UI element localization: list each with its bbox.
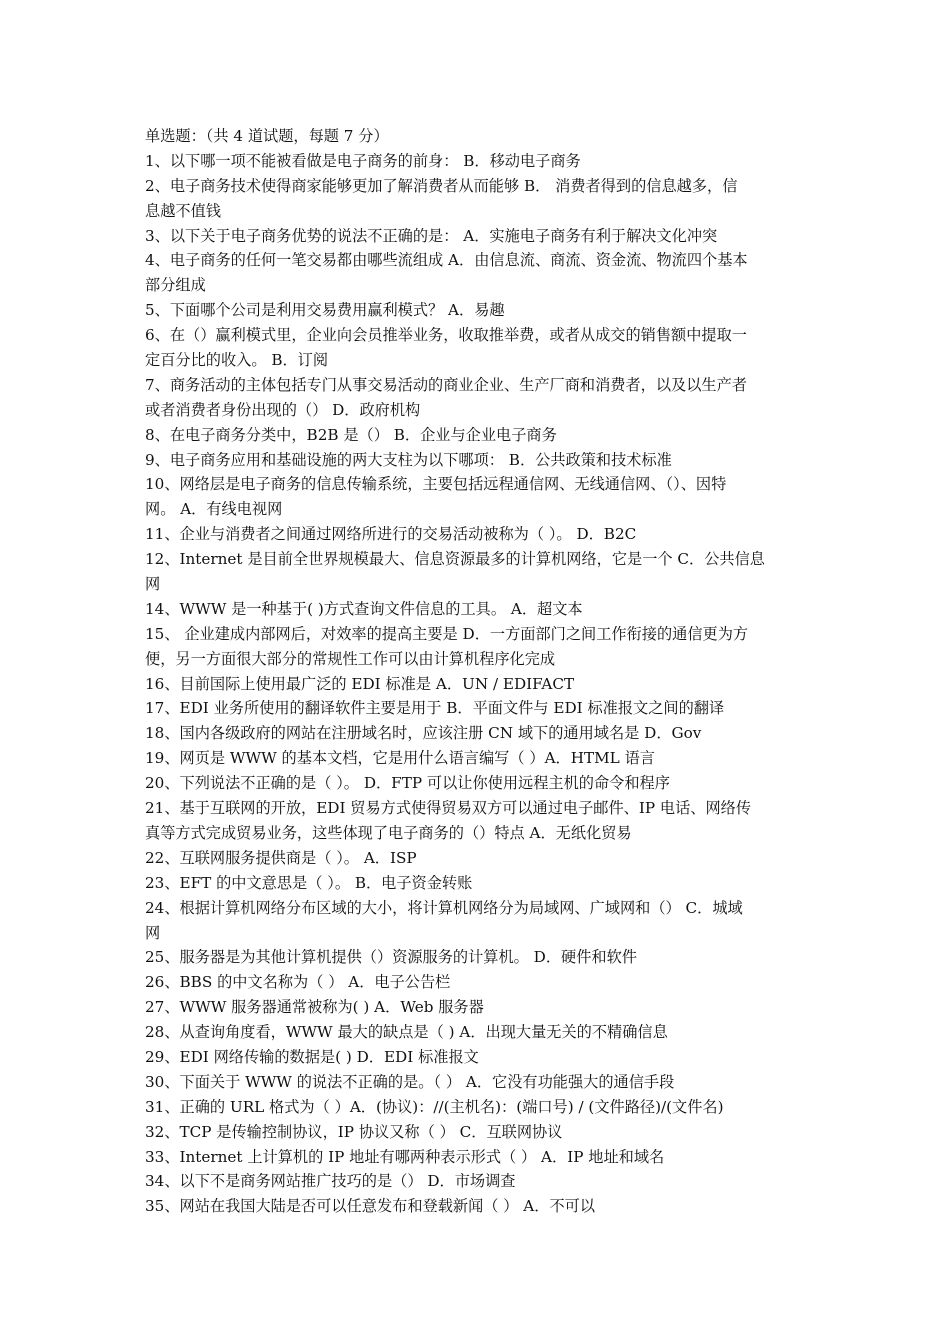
question-item bbox=[145, 995, 807, 1020]
question-item bbox=[145, 746, 807, 771]
question-line: 9、电子商务应用和基础设施的两大支柱为以下哪项： B．公共政策和技术标准 bbox=[145, 450, 672, 469]
question-line: 12、Internet 是目前全世界规模最大、信息资源最多的计算机网络，它是一个 C．公共信息 bbox=[145, 550, 765, 569]
question-item bbox=[145, 1145, 807, 1170]
question-item bbox=[145, 597, 807, 622]
question-line: 15、 企业建成内部网后，对效率的提高主要是 D．一方面部门之间工作衔接的通信更为方 bbox=[145, 624, 749, 643]
question-item bbox=[145, 672, 807, 697]
question-item bbox=[145, 547, 807, 597]
question-line: 23、EFT 的中文意思是（ ）。 B．电子资金转账 bbox=[145, 873, 473, 892]
question-line: 5、下面哪个公司是利用交易费用赢利模式？ A．易趣 bbox=[145, 301, 505, 320]
question-item bbox=[145, 323, 807, 373]
question-line: 真等方式完成贸易业务，这些体现了电子商务的（）特点 A．无纸化贸易 bbox=[145, 823, 632, 842]
question-line: 定百分比的收入。 B．订阅 bbox=[145, 351, 329, 370]
question-item bbox=[145, 1194, 807, 1219]
question-item bbox=[145, 1169, 807, 1194]
document-body bbox=[145, 124, 807, 1219]
question-line: 26、BBS 的中文名称为（ ） A．电子公告栏 bbox=[145, 973, 451, 992]
question-item bbox=[145, 896, 807, 946]
question-line: 便，另一方面很大部分的常规性工作可以由计算机程序化完成 bbox=[145, 649, 556, 668]
question-item bbox=[145, 970, 807, 995]
question-line: 6、在（）赢利模式里，企业向会员推举业务，收取推举费，或者从成交的销售额中提取一 bbox=[145, 326, 747, 345]
question-item bbox=[145, 522, 807, 547]
question-line: 22、互联网服务提供商是（ ）。 A．ISP bbox=[145, 848, 417, 867]
question-list bbox=[145, 149, 807, 1219]
question-line: 31、正确的 URL 格式为（ ）A．(协议)：//(主机名)：(端口号) / (文件路径)/(文件名) bbox=[145, 1097, 724, 1116]
question-line: 2、电子商务技术使得商家能够更加了解消费者从而能够 B． 消费者得到的信息越多，信 bbox=[145, 176, 738, 195]
question-item bbox=[145, 1070, 807, 1095]
question-line: 4、电子商务的任何一笔交易都由哪些流组成 A．由信息流、商流、资金流、物流四个基本 bbox=[145, 251, 748, 270]
question-line: 25、服务器是为其他计算机提供（）资源服务的计算机。 D．硬件和软件 bbox=[145, 948, 637, 967]
question-line: 10、网络层是电子商务的信息传输系统，主要包括远程通信网、无线通信网、（）、因特 bbox=[145, 475, 727, 494]
question-line: 20、下列说法不正确的是（ ）。 D．FTP 可以让你使用远程主机的命令和程序 bbox=[145, 774, 670, 793]
question-line: 21、基于互联网的开放，EDI 贸易方式使得贸易双方可以通过电子邮件、IP 电话、网络传 bbox=[145, 799, 752, 818]
question-item bbox=[145, 248, 807, 298]
question-line: 35、网站在我国大陆是否可以任意发布和登载新闻（ ） A．不可以 bbox=[145, 1197, 596, 1216]
question-line: 7、商务活动的主体包括专门从事交易活动的商业企业、生产厂商和消费者，以及以生产者 bbox=[145, 375, 747, 394]
question-line: 32、TCP 是传输控制协议，IP 协议又称（ ） C．互联网协议 bbox=[145, 1122, 563, 1141]
question-item bbox=[145, 871, 807, 896]
question-line: 1、以下哪一项不能被看做是电子商务的前身： B．移动电子商务 bbox=[145, 151, 581, 170]
question-line: 19、网页是 WWW 的基本文档，它是用什么语言编写（ ）A．HTML 语言 bbox=[145, 749, 655, 768]
question-item bbox=[145, 1045, 807, 1070]
question-line: 29、EDI 网络传输的数据是( ) D．EDI 标准报文 bbox=[145, 1047, 479, 1066]
question-item bbox=[145, 373, 807, 423]
question-line: 14、WWW 是一种基于( )方式查询文件信息的工具。 A．超文本 bbox=[145, 599, 583, 618]
question-item bbox=[145, 298, 807, 323]
question-line: 17、EDI 业务所使用的翻译软件主要是用于 B．平面文件与 EDI 标准报文之间的翻译 bbox=[145, 699, 725, 718]
question-item bbox=[145, 1120, 807, 1145]
question-line: 息越不值钱 bbox=[145, 201, 221, 220]
question-item bbox=[145, 696, 807, 721]
question-line: 网 bbox=[145, 923, 161, 942]
question-item bbox=[145, 622, 807, 672]
question-line: 27、WWW 服务器通常被称为( ) A．Web 服务器 bbox=[145, 998, 484, 1017]
question-line: 34、以下不是商务网站推广技巧的是（） D．市场调查 bbox=[145, 1172, 516, 1191]
question-line: 18、国内各级政府的网站在注册域名时，应该注册 CN 域下的通用域名是 D．Gov bbox=[145, 724, 702, 743]
section-heading: 单选题：（共 4 道试题，每题 7 分） bbox=[145, 127, 389, 145]
question-item bbox=[145, 1020, 807, 1045]
question-item bbox=[145, 472, 807, 522]
question-line: 网。 A．有线电视网 bbox=[145, 500, 283, 519]
question-line: 8、在电子商务分类中，B2B 是（） B．企业与企业电子商务 bbox=[145, 425, 557, 444]
question-item bbox=[145, 174, 807, 224]
question-line: 24、根据计算机网络分布区域的大小，将计算机网络分为局域网、广域网和（） C．城域 bbox=[145, 898, 743, 917]
question-line: 11、企业与消费者之间通过网络所进行的交易活动被称为（ ）。 D．B2C bbox=[145, 525, 637, 544]
question-item bbox=[145, 448, 807, 473]
question-line: 部分组成 bbox=[145, 276, 206, 295]
question-line: 30、下面关于 WWW 的说法不正确的是。（ ） A．它没有功能强大的通信手段 bbox=[145, 1072, 675, 1091]
question-item bbox=[145, 224, 807, 249]
question-line: 16、目前国际上使用最广泛的 EDI 标准是 A．UN / EDIFACT bbox=[145, 674, 575, 693]
question-line: 33、Internet 上计算机的 IP 地址有哪两种表示形式（ ） A．IP 地址和域名 bbox=[145, 1147, 665, 1166]
question-line: 28、从查询角度看，WWW 最大的缺点是（ ) A．出现大量无关的不精确信息 bbox=[145, 1023, 668, 1042]
question-line: 网 bbox=[145, 575, 161, 594]
question-item bbox=[145, 149, 807, 174]
question-item bbox=[145, 423, 807, 448]
question-item bbox=[145, 771, 807, 796]
question-item bbox=[145, 721, 807, 746]
question-line: 3、以下关于电子商务优势的说法不正确的是： A．实施电子商务有利于解决文化冲突 bbox=[145, 226, 718, 245]
question-item bbox=[145, 846, 807, 871]
question-line: 或者消费者身份出现的（） D．政府机构 bbox=[145, 400, 421, 419]
question-item bbox=[145, 796, 807, 846]
question-item bbox=[145, 1095, 807, 1120]
question-item bbox=[145, 945, 807, 970]
